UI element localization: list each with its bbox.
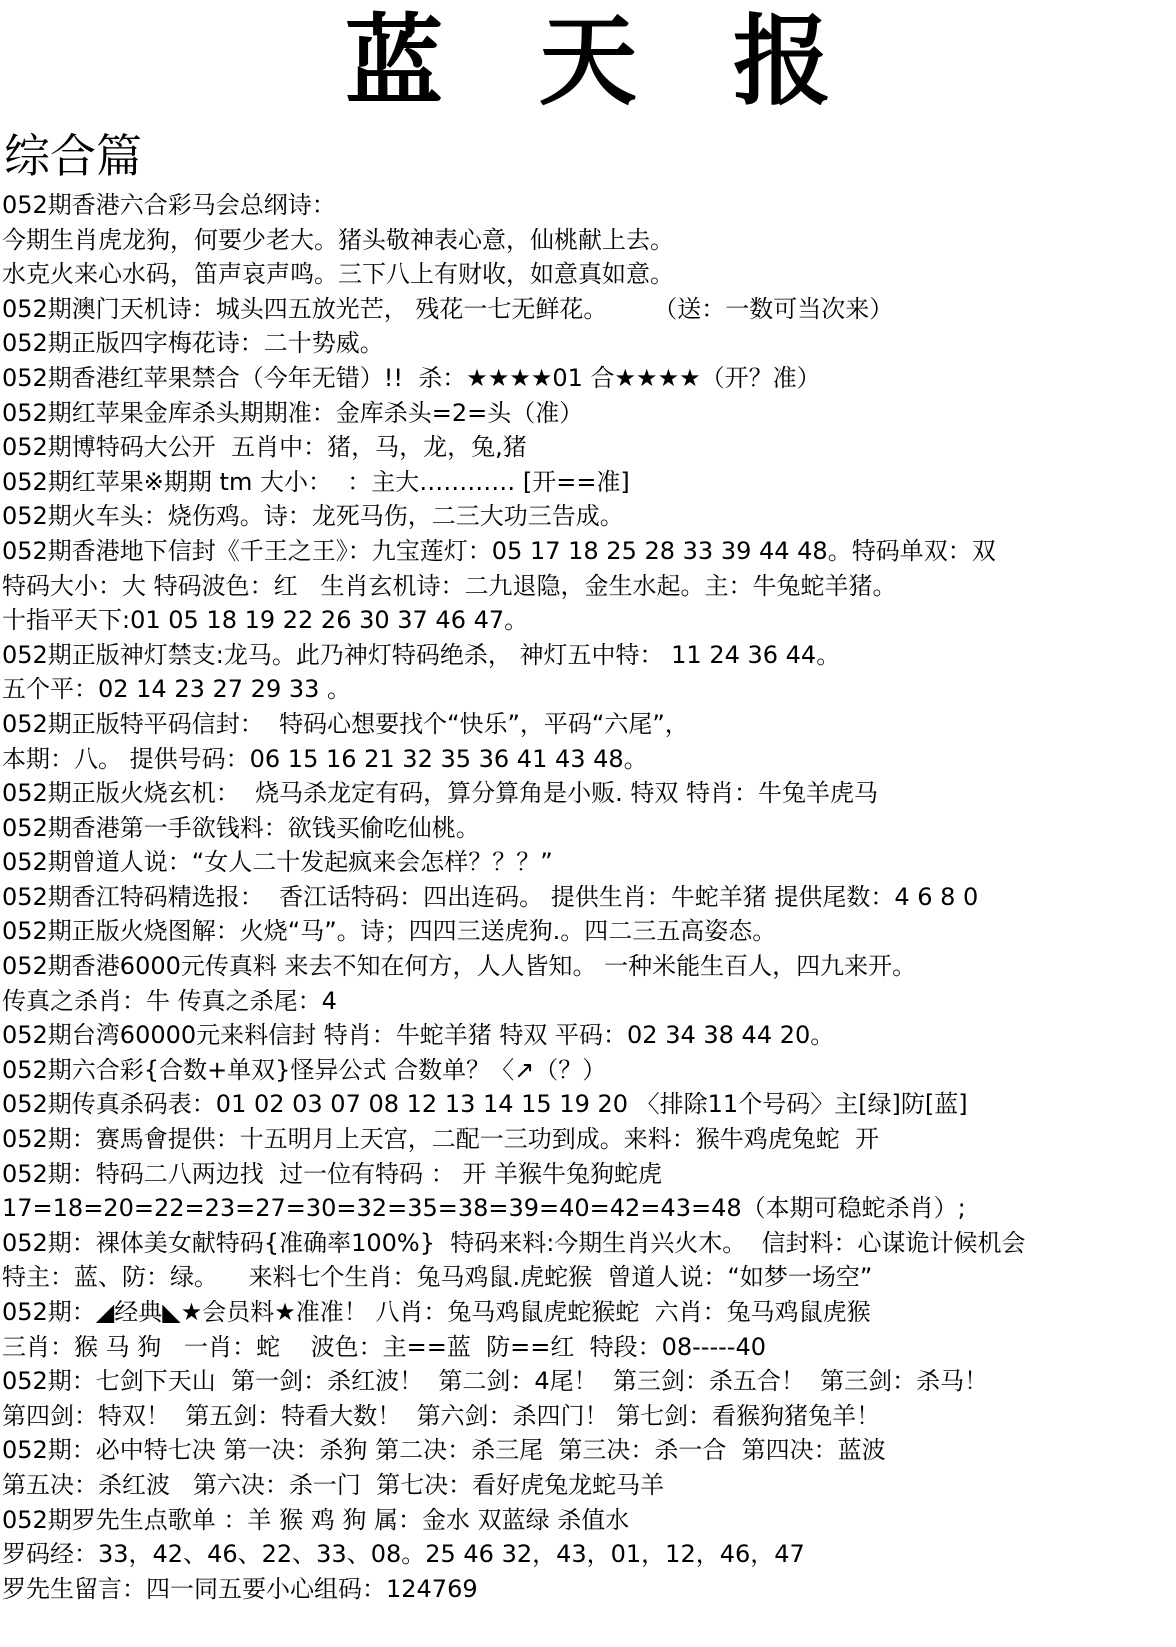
text-line: 052期：特码二八两边找 过一位有特码 ： 开 羊猴牛兔狗蛇虎 <box>2 1159 662 1188</box>
text-line: 今期生肖虎龙狗，何要少老大。猪头敬神表心意，仙桃献上去。 <box>2 225 674 254</box>
text-line: 052期香江特码精选报： 香江话特码：四出连码。 提供生肖：牛蛇羊猪 提供尾数：4 6 8 0 <box>2 882 979 911</box>
text-line: 特主：蓝、防：绿。 来料七个生肖：兔马鸡鼠.虎蛇猴 曾道人说：“如梦一场空” <box>2 1263 873 1292</box>
text-line: 052期：裸体美女献特码{准确率100%} 特码来料:今期生肖兴火木。 信封料：心谋诡计候机会 <box>2 1228 1026 1257</box>
text-line: 052期香港红苹果禁合（今年无错）!! 杀：★★★★01 合★★★★（开？准） <box>2 363 821 392</box>
text-line: 052期正版神灯禁支:龙马。此乃神灯特码绝杀， 神灯五中特： 11 24 36 44。 <box>2 640 841 669</box>
text-line: 052期：赛馬會提供：十五明月上天宫，二配一三功到成。来料：猴牛鸡虎兔蛇 开 <box>2 1125 880 1154</box>
text-line: 052期香港第一手欲钱料：欲钱买偷吃仙桃。 <box>2 813 480 842</box>
text-line: 特码大小：大 特码波色：红 生肖玄机诗：二九退隐，金生水起。主：牛兔蛇羊猪。 <box>2 571 897 600</box>
text-line: 17=18=20=22=23=27=30=32=35=38=39=40=42=43=48（本期可稳蛇杀肖）; <box>2 1194 966 1223</box>
text-line: 052期罗先生点歌单 ：羊 猴 鸡 狗 属：金水 双蓝绿 杀值水 <box>2 1505 630 1534</box>
text-line: 052期香港六合彩马会总纲诗： <box>2 191 336 219</box>
text-line: 第五决：杀红波 第六决：杀一门 第七决：看好虎兔龙蛇马羊 <box>2 1470 665 1499</box>
section-title: 综合篇 <box>4 129 142 183</box>
text-line: 052期台湾60000元来料信封 特肖：牛蛇羊猪 特双 平码：02 34 38 44 20。 <box>2 1021 835 1050</box>
text-line: 052期正版特平码信封： 特码心想要找个“快乐”，平码“六尾”， <box>2 709 689 738</box>
text-line: 水克火来心水码，笛声哀声鸣。三下八上有财收，如意真如意。 <box>2 260 674 289</box>
text-line: 052期红苹果金库杀头期期准：金库杀头=2=头（准） <box>2 398 584 427</box>
text-line: 本期：八。 提供号码：06 15 16 21 32 35 36 41 43 48。 <box>2 744 648 773</box>
text-line: 052期香港地下信封《千王之王》：九宝莲灯：05 17 18 25 28 33 39 44 48。特码单双：双 <box>2 536 996 565</box>
text-line: 052期：◢经典◣★会员料★准准！ 八肖：兔马鸡鼠虎蛇猴蛇 六肖：兔马鸡鼠虎猴 <box>2 1298 871 1326</box>
text-line: 十指平天下:01 05 18 19 22 26 30 37 46 47。 <box>2 606 529 635</box>
text-line: 052期正版火烧图解：火烧“马”。诗；四四三送虎狗.。四二三五高姿态。 <box>2 917 777 946</box>
text-line: 052期传真杀码表：01 02 03 07 08 12 13 14 15 19 20 〈排除11个号码〉主[绿]防[蓝] <box>2 1090 968 1119</box>
text-line: 罗码经：33，42、46、22、33、08。25 46 32，43，01，12，46，47 <box>2 1540 805 1569</box>
text-line: 052期：必中特七决 第一决：杀狗 第二决：杀三尾 第三决：杀一合 第四决：蓝波 <box>2 1436 886 1465</box>
text-line: 052期博特码大公开 五肖中：猪，马，龙，兔,猪 <box>2 433 527 462</box>
text-line: 罗先生留言：四一同五要小心组码：124769 <box>2 1574 478 1603</box>
text-line: 052期正版四字梅花诗：二十势威。 <box>2 329 384 358</box>
masthead-title: 蓝天报 <box>344 4 927 119</box>
text-line: 052期香港6000元传真料 来去不知在何方，人人皆知。 一种米能生百人，四九来开。 <box>2 952 917 981</box>
text-line: 第四剑：特双！ 第五剑：特看大数！ 第六剑：杀四门！ 第七剑：看猴狗猪兔羊！ <box>2 1401 881 1430</box>
text-line: 传真之杀肖：牛 传真之杀尾：4 <box>2 986 337 1015</box>
text-line: 三肖：猴 马 狗 一肖：蛇 波色：主==蓝 防==红 特段：08-----40 <box>2 1332 766 1361</box>
content-lines <box>0 188 1176 1606</box>
text-line: 052期火车头：烧伤鸡。诗：龙死马伤，二三大功三告成。 <box>2 502 624 531</box>
text-line: 052期：七剑下天山 第一剑：杀红波！ 第二剑：4尾！ 第三剑：杀五合！ 第三剑：杀马！ <box>2 1367 989 1396</box>
text-line: 五个平：02 14 23 27 29 33 。 <box>2 675 352 704</box>
text-line: 052期曾道人说：“女人二十发起疯来会怎样？？？” <box>2 848 553 877</box>
text-line: 052期红苹果※期期 tm 大小： ：主大………… [开==准] <box>2 467 630 496</box>
text-line: 052期六合彩{合数+单双}怪异公式 合数单？〈↗（？） <box>2 1055 607 1084</box>
text-line: 052期澳门天机诗：城头四五放光芒， 残花一七无鲜花。 （送：一数可当次来） <box>2 294 894 323</box>
text-line: 052期正版火烧玄机： 烧马杀龙定有码，算分算角是小贩. 特双 特肖：牛兔羊虎马 <box>2 779 878 808</box>
